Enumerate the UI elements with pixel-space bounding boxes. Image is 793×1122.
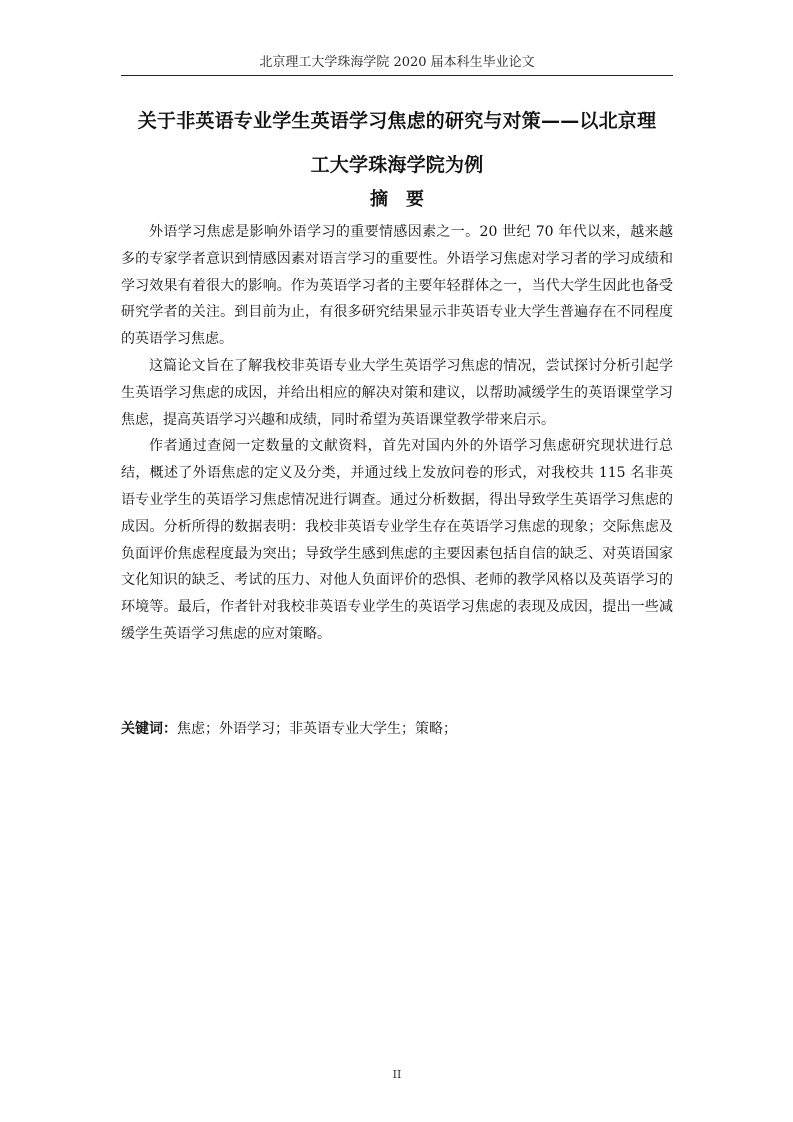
abstract-heading: 摘要 [370,189,442,210]
abstract-paragraph-2: 这篇论文旨在了解我校非英语专业大学生英语学习焦虑的情况，尝试探讨分析引起学生英语学习焦虑的成因，并给出相应的解决对策和建议，以帮助减缓学生的英语课堂学习焦虑，提高英语学习兴趣和成绩，同时希望为英语课堂教学带来启示。 [121,357,673,428]
keywords-line [121,716,673,742]
abstract-paragraph-3: 作者通过查阅一定数量的文献资料，首先对国内外的外语学习焦虑研究现状进行总结，概述了外语焦虑的定义及分类，并通过线上发放问卷的形式，对我校共 115 名非英语专业学生的英语学习焦虑情况进行调查。通过分析数据，得出导致学生英语学习焦虑的成因。分析所得的数据表明：我校非英语专业学生存在英语学习焦虑的现象；交际焦虑及负面评价焦虑程度最为突出；导致学生感到焦虑的主要因素包括自信的缺乏、对英语国家文化知识的缺乏、考试的压力、对他人负面评价的恐惧、老师的教学风格以及英语学习的环境等。最后，作者针对我校非英语专业学生的英语学习焦虑的表现及成因，提出一些减缓学生英语学习焦虑的应对策略。 [121,438,673,642]
keywords-label: 关键词： [121,721,177,737]
abstract-paragraph-1: 外语学习焦虑是影响外语学习的重要情感因素之一。20 世纪 70 年代以来，越来越多的专家学者意识到情感因素对语言学习的重要性。外语学习焦虑对学习者的学习成绩和学习效果有着很大的影响。作为英语学习者的主要年轻群体之一，当代大学生因此也备受研究学者的关注。到目前为止，有很多研究结果显示非英语专业大学生普遍存在不同程度的英语学习焦虑。 [121,224,673,348]
page-number: II [392,1068,402,1081]
header-rule [121,75,673,76]
title-line-1: 关于非英语专业学生英语学习焦虑的研究与对策——以北京理 [137,110,657,132]
title-line-2: 工大学珠海学院为例 [310,154,484,176]
keywords-value: 焦虑；外语学习；非英语专业大学生；策略； [177,721,457,737]
paper-title [121,99,673,187]
running-header: 北京理工大学珠海学院 2020 届本科生毕业论文 [259,55,535,70]
abstract-body [121,219,673,648]
